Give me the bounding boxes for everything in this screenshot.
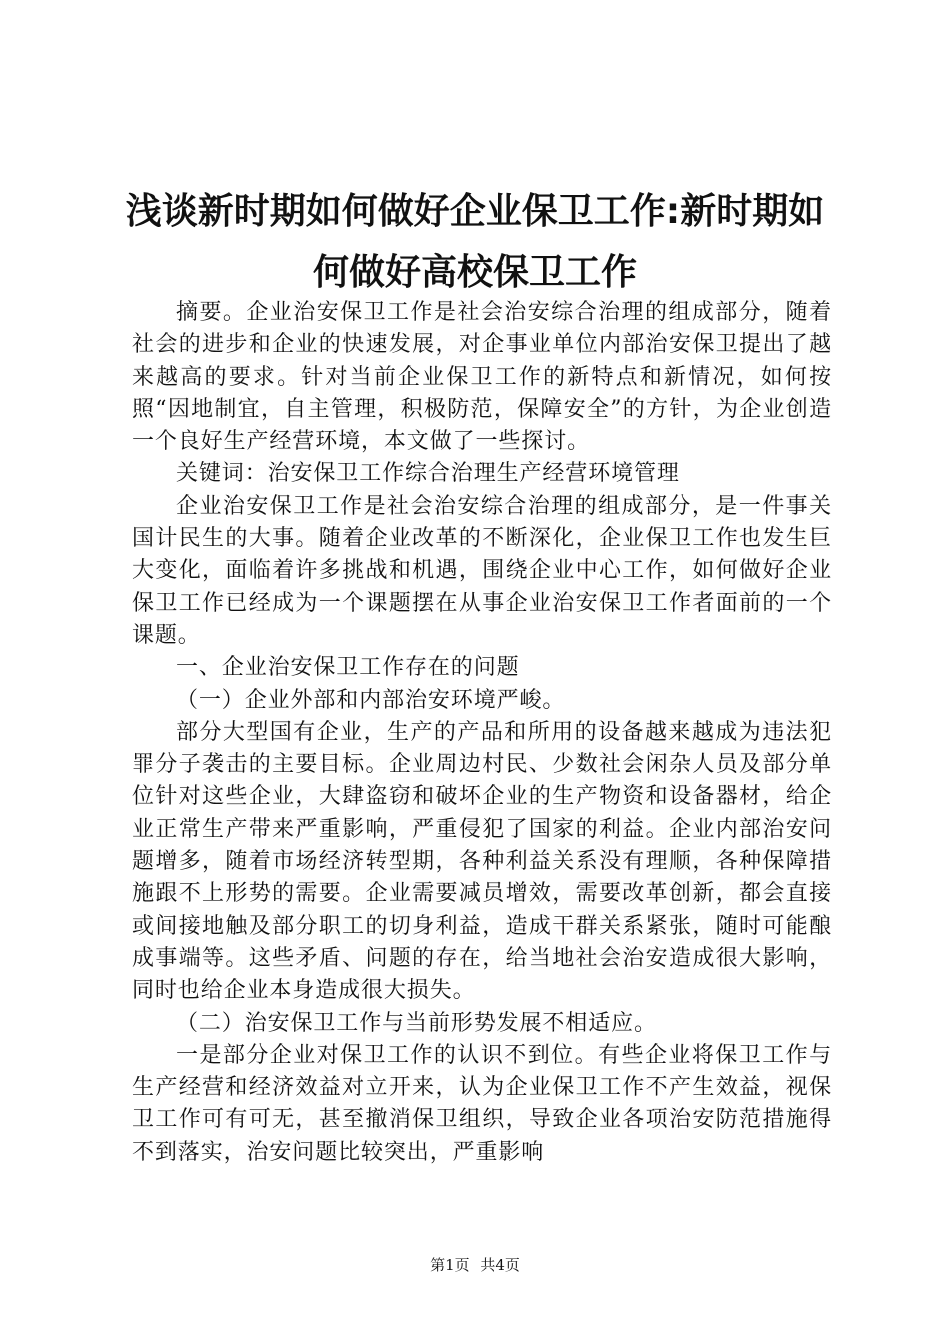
document-body xyxy=(132,297,832,1169)
subsection-heading-1: （一）企业外部和内部治安环境严峻。 xyxy=(176,687,566,713)
keywords-paragraph: 关键词：治安保卫工作综合治理生产经营环境管理 xyxy=(176,461,680,487)
page-number: 第1页 xyxy=(430,1256,470,1274)
document-title: 浅谈新时期如何做好企业保卫工作:新时期如何做好高校保卫工作 xyxy=(125,191,825,293)
page-footer xyxy=(0,1254,950,1276)
body-paragraph-2: 一是部分企业对保卫工作的认识不到位。有些企业将保卫工作与生产经营和经济效益对立开来，认为企业保卫工作不产生效益，视保卫工作可有可无，甚至撤消保卫组织，导致企业各项治安防范措施得不到落实，治安问题比较突出，严重影响 xyxy=(132,1042,832,1165)
page-total: 共4页 xyxy=(480,1256,520,1274)
section-heading: 一、企业治安保卫工作存在的问题 xyxy=(176,655,520,681)
abstract-paragraph: 摘要。企业治安保卫工作是社会治安综合治理的组成部分，随着社会的进步和企业的快速发展，对企事业单位内部治安保卫提出了越来越高的要求。针对当前企业保卫工作的新特点和新情况，如何按照“因地制宜，自主管理，积极防范，保障安全”的方针，为企业创造一个良好生产经营环境，本文做了一些探讨。 xyxy=(132,300,832,455)
body-paragraph-1: 部分大型国有企业，生产的产品和所用的设备越来越成为违法犯罪分子袭击的主要目标。企业周边村民、少数社会闲杂人员及部分单位针对这些企业，大肆盗窃和破坏企业的生产物资和设备器材，给企业正常生产带来严重影响，严重侵犯了国家的利益。企业内部治安问题增多，随着市场经济转型期，各种利益关系没有理顺，各种保障措施跟不上形势的需要。企业需要减员增效，需要改革创新，都会直接或间接地触及部分职工的切身利益，造成干群关系紧张，随时可能酿成事端等。这些矛盾、问题的存在，给当地社会治安造成很大影响，同时也给企业本身造成很大损失。 xyxy=(132,719,832,1004)
subsection-heading-2: （二）治安保卫工作与当前形势发展不相适应。 xyxy=(176,1010,657,1036)
intro-paragraph: 企业治安保卫工作是社会治安综合治理的组成部分，是一件事关国计民生的大事。随着企业改革的不断深化，企业保卫工作也发生巨大变化，面临着许多挑战和机遇，围绕企业中心工作，如何做好企业保卫工作已经成为一个课题摆在从事企业治安保卫工作者面前的一个课题。 xyxy=(132,493,832,648)
